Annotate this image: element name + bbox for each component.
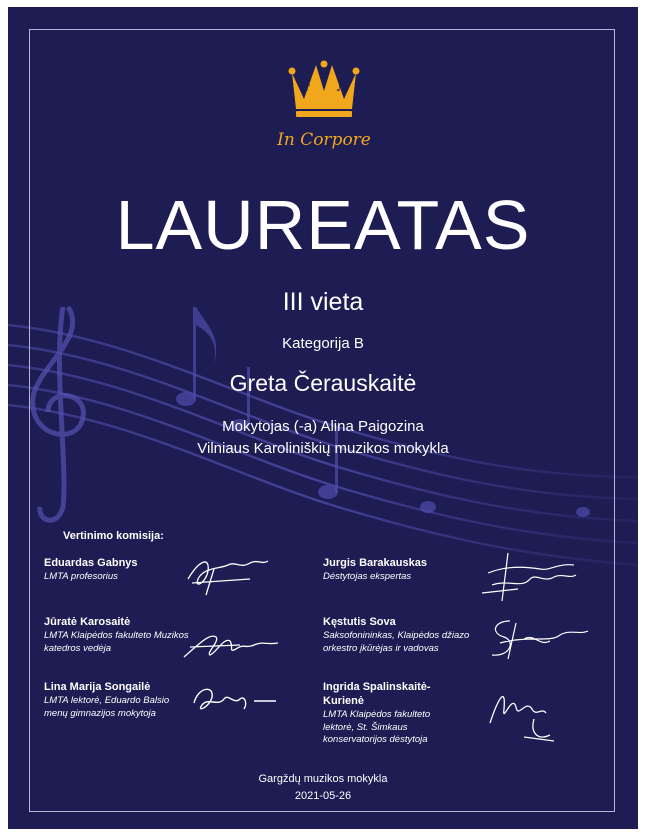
member-role: Saksofonininkas, Klaipėdos džiazo orkestro įkūrėjas ir vadovas — [323, 630, 470, 654]
member-name: Ingrida Spalinskaitė-Kurienė — [323, 681, 431, 707]
commission-member — [44, 680, 184, 720]
svg-text:♪: ♪ — [304, 81, 312, 94]
member-name: Kęstutis Sova — [323, 616, 396, 628]
signature-image — [480, 613, 590, 663]
category-label: Kategorija B — [282, 335, 364, 352]
signature-image — [484, 679, 564, 745]
member-role: LMTA Klaipėdos fakulteto Muzikos katedros vedėja — [44, 630, 189, 654]
in-corpore-logo — [274, 55, 374, 155]
member-role: LMTA Klaipėdos fakulteto lektorė, St. Šimkaus konservatorijos dėstytoja — [323, 709, 431, 745]
svg-text:♪: ♪ — [336, 81, 344, 94]
signature-image — [180, 623, 280, 663]
teacher-line: Mokytojas (-a) Alina Paigozina — [222, 418, 424, 435]
signature-image — [180, 549, 270, 597]
member-role: LMTA lektorė, Eduardo Balsio menų gimnazijos mokytoja — [44, 695, 170, 719]
member-role: LMTA profesorius — [44, 571, 118, 582]
date-label: 2021-05-26 — [294, 790, 352, 802]
place-label: III vieta — [282, 288, 364, 316]
certificate-page — [8, 7, 638, 829]
member-role: Dėstytojas ekspertas — [323, 571, 412, 582]
commission-member — [44, 615, 194, 655]
member-name: Lina Marija Songailė — [44, 681, 151, 693]
organizer-label: Gargždų muzikos mokykla — [258, 773, 388, 785]
school-line: Vilniaus Karoliniškių muzikos mokykla — [197, 440, 449, 457]
commission-member — [323, 556, 483, 584]
signature-image — [188, 679, 278, 719]
member-name: Jūratė Karosaitė — [44, 616, 131, 628]
commission-member — [323, 680, 453, 747]
logo-text: In Corpore — [277, 130, 371, 150]
member-name: Jurgis Barakauskas — [323, 557, 427, 569]
commission-heading: Vertinimo komisija: — [63, 530, 164, 542]
certificate-title: LAUREATAS — [115, 186, 531, 264]
member-name: Eduardas Gabnys — [44, 557, 138, 569]
crown-icon — [289, 61, 360, 118]
signature-image — [478, 549, 578, 605]
commission-member — [323, 615, 473, 655]
laureate-name: Greta Čerauskaitė — [229, 370, 417, 396]
